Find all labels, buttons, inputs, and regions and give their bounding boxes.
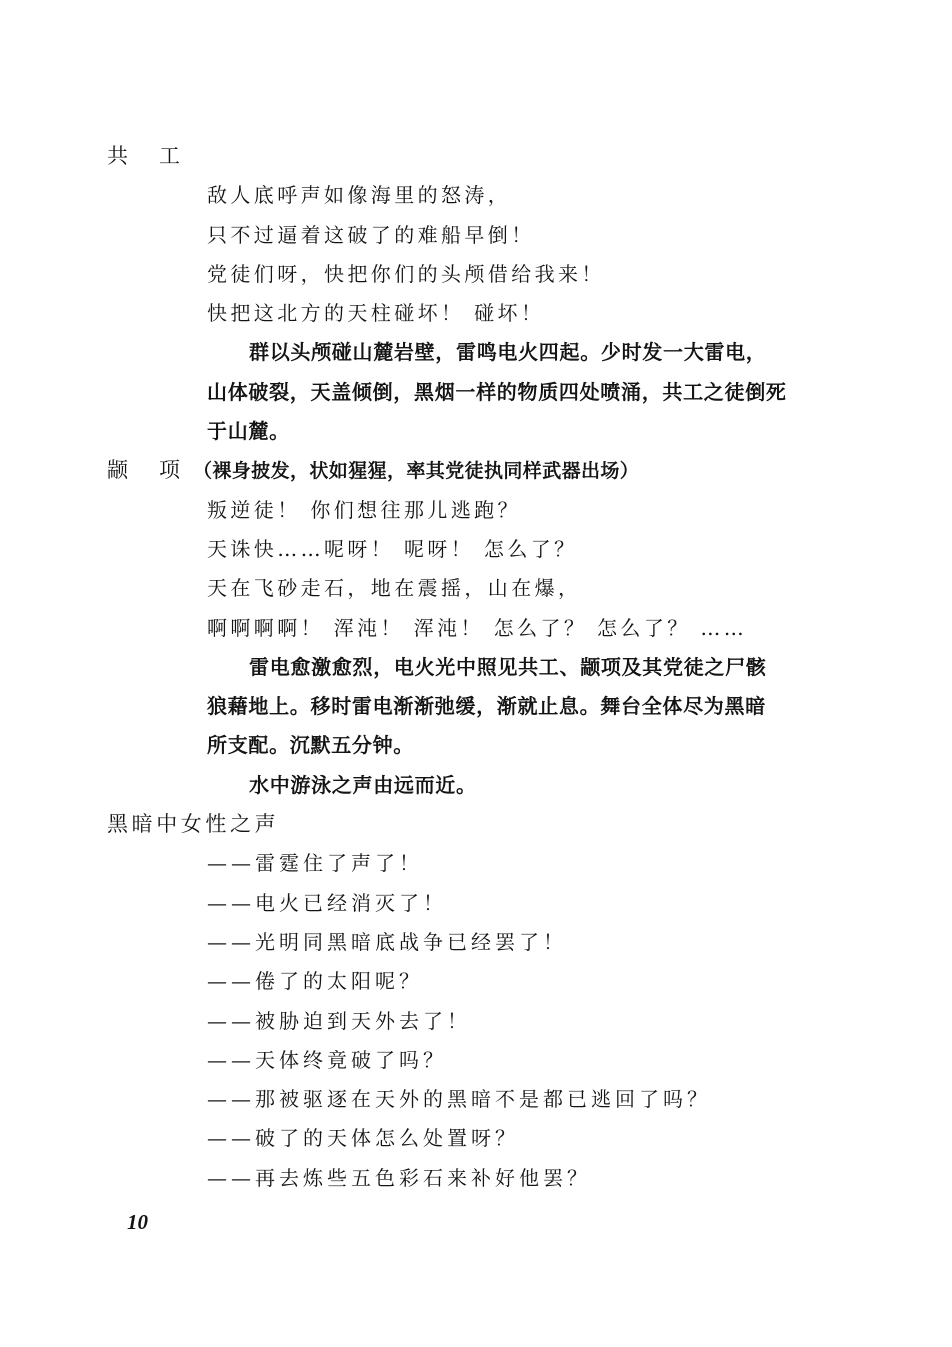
entrance-direction: （裸身披发，状如猩猩，率其党徒执同样武器出场）: [193, 460, 640, 483]
female-voice-line: ——雷霆住了声了！: [207, 851, 423, 876]
stage-direction-line: 狼藉地上。移时雷电渐渐弛缓，渐就止息。舞台全体尽为黑暗: [207, 694, 766, 719]
female-voice-line: ——破了的天体怎么处置呀？: [207, 1126, 519, 1151]
stage-direction-line: 群以头颅碰山麓岩壁，雷鸣电火四起。少时发一大雷电，: [249, 340, 767, 365]
gonggong-line: 快把这北方的天柱碰坏！ 碰坏！: [207, 301, 545, 326]
female-voice-line: ——被胁迫到天外去了！: [207, 1008, 471, 1033]
female-voice-line: ——那被驱逐在天外的黑暗不是都已逃回了吗？: [207, 1087, 711, 1112]
zhuanxu-line: 天诛快……呢呀！ 呢呀！ 怎么了？: [207, 536, 578, 561]
page-number: 10: [127, 1210, 148, 1234]
zhuanxu-line: 天在飞砂走石，地在震摇，山在爆，: [207, 576, 582, 601]
zhuanxu-line: 叛逆徒！ 你们想往那儿逃跑？: [207, 497, 521, 522]
speaker-zhuanxu: 颛 项: [107, 458, 185, 483]
stage-direction-line: 山体破裂，天盖倾倒，黑烟一样的物质四处喷涌，共工之徒倒死: [207, 379, 787, 404]
female-voice-line: ——电火已经消灭了！: [207, 890, 447, 915]
gonggong-line: 敌人底呼声如像海里的怒涛，: [207, 183, 512, 208]
female-voice-line: ——倦了的太阳呢？: [207, 969, 423, 994]
speaker-gonggong: 共 工: [107, 144, 185, 168]
speaker-row-zhuanxu: [0, 451, 952, 490]
stage-direction-line: 水中游泳之声由远而近。: [249, 772, 477, 797]
stage-direction-line: 于山麓。: [207, 419, 290, 444]
gonggong-line: 党徒们呀，快把你们的头颅借给我来！: [207, 261, 605, 286]
stage-direction-line: 雷电愈激愈烈，电火光中照见共工、颛项及其党徒之尸骸: [249, 654, 767, 679]
speaker-female-voice: 黑暗中女性之声: [107, 812, 280, 837]
stage-direction-line: 所支配。沉默五分钟。: [207, 733, 414, 758]
page-text: [0, 137, 952, 1198]
female-voice-line: ——天体终竟破了吗？: [207, 1047, 447, 1072]
gonggong-line: 只不过逼着这破了的难船早倒！: [207, 222, 535, 247]
female-voice-line: ——光明同黑暗底战争已经罢了！: [207, 929, 567, 954]
zhuanxu-line: 啊啊啊啊！ 浑沌！ 浑沌！ 怎么了？ 怎么了？ ……: [207, 615, 748, 640]
female-voice-line: ——再去炼些五色彩石来补好他罢？: [207, 1165, 591, 1190]
